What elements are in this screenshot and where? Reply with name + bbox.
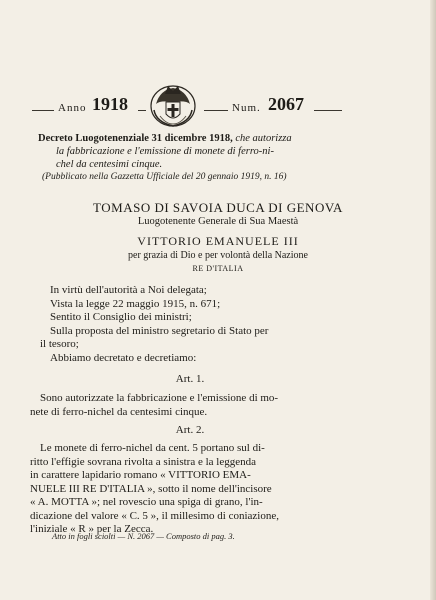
- preamble-line: Abbiamo decretato e decretiamo:: [50, 351, 197, 364]
- number-value: 2067: [268, 94, 304, 114]
- article-line: nete di ferro-nichel da centesimi cinque.: [30, 405, 208, 418]
- header-rule-left: [32, 110, 54, 111]
- article-line: « A. MOTTA »; nel rovescio una spiga di grano, l'in-: [30, 496, 263, 508]
- article-line: l'iniziale « R » per la Zecca.: [30, 523, 154, 535]
- savoy-crest-icon: [146, 80, 200, 130]
- publication-note: (Pubblicato nella Gazzetta Ufficiale del 20 gennaio 1919, n. 16): [42, 172, 287, 182]
- article-line: in carattere lapidario romano « VITTORIO EMA-: [30, 469, 251, 481]
- preamble-line: il tesoro;: [40, 338, 79, 350]
- article-2-text: [30, 442, 400, 537]
- decree-title: [38, 132, 398, 171]
- decree-title-italic: che autorizza: [235, 133, 292, 144]
- decree-title-line1: [38, 132, 398, 145]
- decree-title-bold: Decreto Luogotenenziale 31 dicembre 1918,: [38, 133, 233, 144]
- king-grace: per grazia di Dio e per volontà della Nazione: [128, 250, 308, 261]
- article-line: Le monete di ferro-nichel da cent. 5 portano sul di-: [40, 442, 265, 454]
- year-value: 1918: [92, 94, 128, 114]
- document-header: [0, 88, 436, 128]
- article-line: Sono autorizzate la fabbricazione e l'emissione di mo-: [40, 392, 279, 404]
- footer-note: Atto in fogli sciolti — N. 2067 — Composto di pag. 3.: [52, 531, 235, 541]
- decree-title-line2: la fabbricazione e l'emissione di monete di ferro-ni-: [56, 146, 274, 157]
- article-1-text: [30, 392, 400, 419]
- article-1-heading: Art. 1.: [175, 373, 205, 385]
- preamble-line: In virtù dell'autorità a Noi delegata;: [50, 284, 207, 296]
- preamble: [40, 284, 400, 365]
- header-rule-mid-left: [138, 110, 146, 111]
- preamble-line: Vista la legge 22 maggio 1915, n. 671;: [50, 297, 221, 310]
- preamble-line: Sentito il Consiglio dei ministri;: [50, 311, 192, 323]
- king-name: VITTORIO EMANUELE III: [137, 234, 299, 248]
- preamble-line: Sulla proposta del ministro segretario di Stato per: [50, 324, 269, 337]
- article-2-heading: Art. 2.: [175, 424, 205, 436]
- number-label: Num.: [232, 102, 261, 114]
- article-line: NUELE III RE D'ITALIA », sotto il nome dell'incisore: [30, 482, 272, 495]
- article-line: ritto l'effigie sovrana rivolta a sinistra e la leggenda: [30, 455, 256, 468]
- king-title: RE D'ITALIA: [192, 264, 244, 273]
- issuer-role: Luogotenente Generale di Sua Maestà: [137, 216, 299, 227]
- year-label: Anno: [58, 102, 87, 114]
- decree-title-line3: chel da centesimi cinque.: [56, 159, 163, 170]
- header-rule-right: [314, 110, 342, 111]
- article-line: dicazione del valore « C. 5 », il millesimo di coniazione,: [30, 509, 279, 522]
- header-rule-mid-right: [204, 110, 228, 111]
- issuer-name: TOMASO DI SAVOIA DUCA DI GENOVA: [93, 200, 343, 215]
